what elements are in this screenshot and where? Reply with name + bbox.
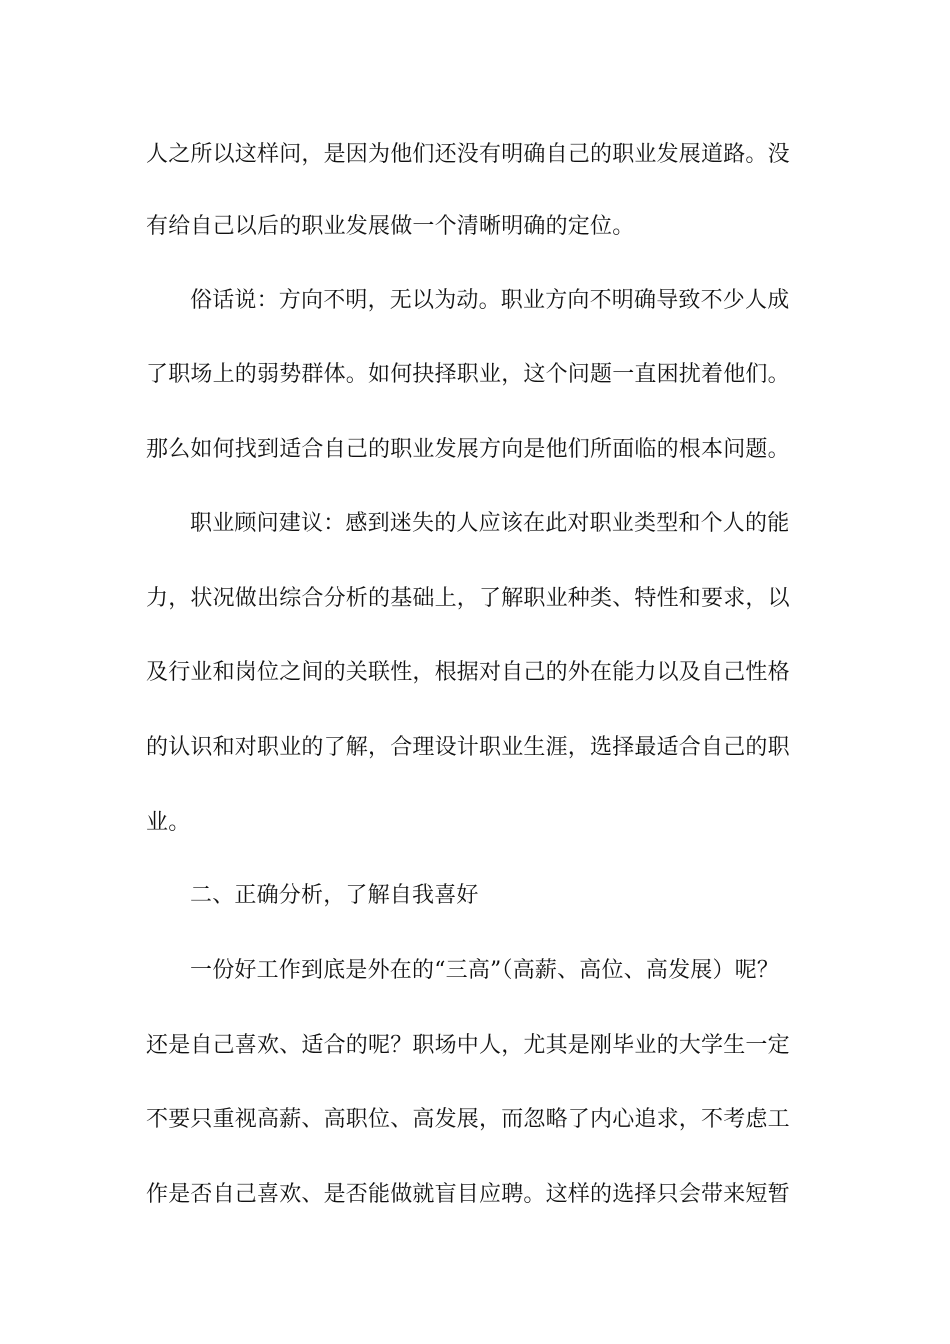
- text-line-6: 职业顾问建议：感到迷失的人应该在此对职业类型和个人的能: [190, 511, 790, 536]
- section-heading: 二、正确分析，了解自我喜好: [190, 883, 479, 908]
- text-line-12: 一份好工作到底是外在的“三高”（高薪、高位、高发展）呢？: [190, 958, 780, 983]
- text-line-5: 那么如何找到适合自己的职业发展方向是他们所面临的根本问题。: [146, 437, 790, 462]
- text-line-2: 有给自己以后的职业发展做一个清晰明确的定位。: [146, 214, 635, 239]
- text-line-1: 人之所以这样问，是因为他们还没有明确自己的职业发展道路。没: [146, 142, 790, 167]
- text-line-13: 还是自己喜欢、适合的呢？职场中人，尤其是刚毕业的大学生一定: [146, 1033, 790, 1058]
- text-line-4: 了职场上的弱势群体。如何抉择职业，这个问题一直困扰着他们。: [146, 362, 790, 387]
- text-line-7: 力，状况做出综合分析的基础上，了解职业种类、特性和要求，以: [146, 586, 790, 611]
- text-line-3: 俗话说：方向不明，无以为动。职业方向不明确导致不少人成: [190, 288, 790, 313]
- text-line-8: 及行业和岗位之间的关联性，根据对自己的外在能力以及自己性格: [146, 660, 790, 685]
- text-line-10: 业。: [146, 810, 191, 835]
- text-line-9: 的认识和对职业的了解，合理设计职业生涯，选择最适合自己的职: [146, 735, 790, 760]
- text-line-15: 作是否自己喜欢、是否能做就盲目应聘。这样的选择只会带来短暂: [146, 1182, 790, 1207]
- text-line-14: 不要只重视高薪、高职位、高发展，而忽略了内心追求，不考虑工: [146, 1107, 790, 1132]
